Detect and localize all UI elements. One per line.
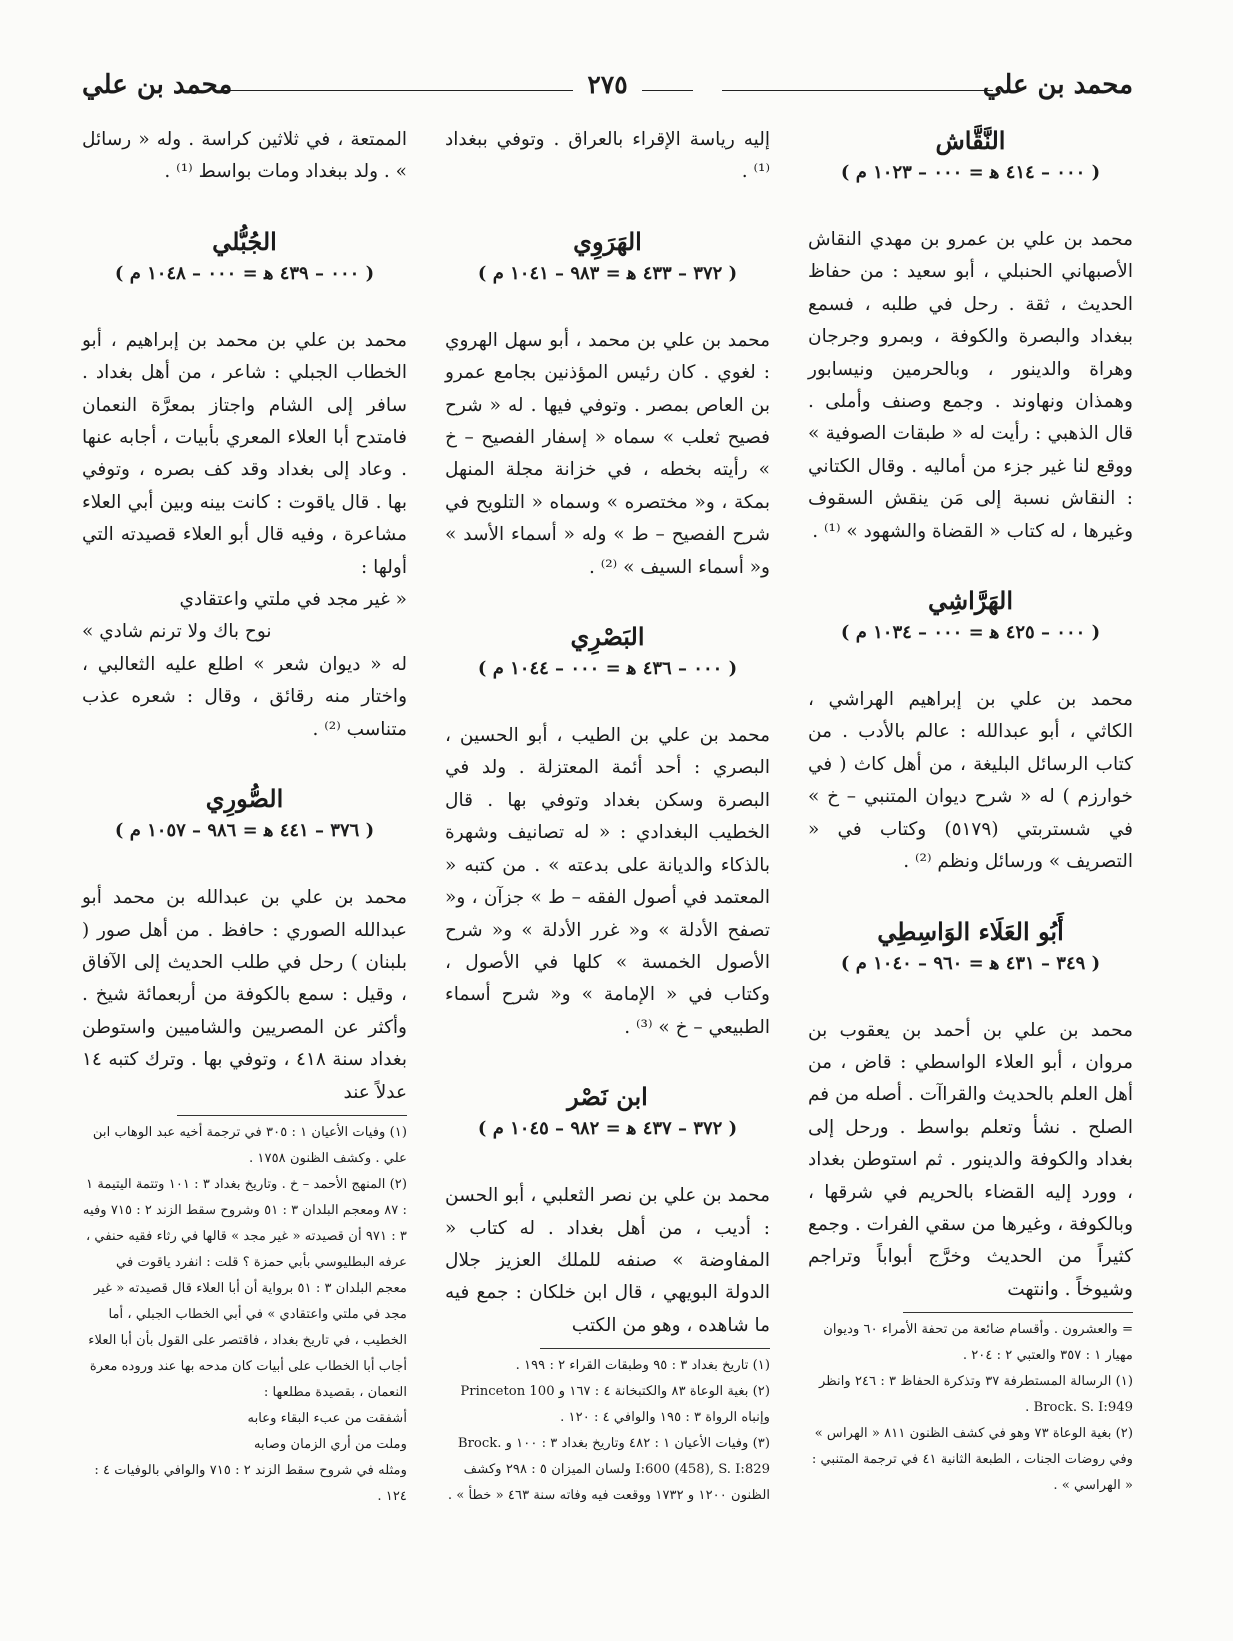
entry-text: الممتعة ، في ثلاثين كراسة . وله « رسائل » . ولد ببغداد ومات بواسط ⁽¹⁾ . xyxy=(82,129,407,183)
entry-text: محمد بن علي بن محمد ، أبو سهل الهروي : لغوي . كان رئيس المؤذنين بجامع عمرو بن العاص بمصر . وتوفي فيها . له « شرح فصيح ثعلب » سماه « إسفار الفصيح – خ » رأيته بخطه ، في خزانة مجلة المنهل بمكة ، و« مختصره » وسماه « التلويح في شرح الفصيح – ط » وله « أسماء الأسد » و« أسماء السيف » ⁽²⁾ . xyxy=(445,329,770,578)
footnote-rule xyxy=(177,1115,407,1116)
entry-dates: ( ٣٧٢ – ٤٣٧ ﻫ = ٩٨٢ – ١٠٤٥ م ) xyxy=(477,1118,738,1140)
entry-heading xyxy=(808,584,1133,648)
entry-name: الصُّورِي xyxy=(205,784,284,814)
column-body xyxy=(808,124,1133,1306)
entry-heading xyxy=(82,225,407,289)
column-right xyxy=(808,124,1133,1499)
entry-name: ابن نَصْر xyxy=(567,1082,648,1112)
entry-text: محمد بن علي بن إبراهيم الهراشي ، الكاثي ، أبو عبدالله : عالم بالأدب . من كتاب الرسائل البليغة ، من أهل كاث ( في خوارزم ) له « شرح ديوان المتنبي – خ » في شستربتي (٥١٧٩) وكتاب في « التصريف » ورسائل ونظم ⁽²⁾ . xyxy=(808,689,1133,873)
column-body xyxy=(82,124,407,1109)
footnote: (١) تاريخ بغداد ٣ : ٩٥ وطبقات القراء ٢ : ١٩٩ . xyxy=(515,1358,770,1374)
footnote-rule xyxy=(903,1312,1133,1313)
verse-hemistich-first: « غير مجد في ملتي واعتقادي xyxy=(179,589,407,611)
entry-name: الجُبُّلي xyxy=(212,226,277,256)
entry-dates: ( ٠٠٠ – ٤١٤ ﻫ = ٠٠٠ – ١٠٢٣ م ) xyxy=(840,162,1101,183)
running-header xyxy=(82,70,1133,110)
footnotes xyxy=(82,1120,407,1510)
entry-name: الهَرَّاشِي xyxy=(927,586,1014,616)
footnote: = والعشرون . وأقسام ضائعة من تحفة الأمراء ٦٠ وديوان مهيار ١ : ٣٥٧ والعتبي ٢ : ٢٠٤ . xyxy=(823,1322,1133,1364)
verse-hemistich-second: نوح باك ولا ترنم شادي » xyxy=(82,621,272,643)
footnote-rule xyxy=(540,1348,770,1349)
entry-text: محمد بن علي بن نصر الثعلبي ، أبو الحسن : أديب ، من أهل بغداد . له كتاب « المفاوضة » صنفه للملك العزيز جلال الدولة البويهي ، قال ابن خلكان : جمع فيه ما شاهده ، وهو من الكتب xyxy=(445,1185,770,1336)
entry-name: الهَرَوِي xyxy=(573,226,642,256)
footnote: ومثله في شروح سقط الزند ٢ : ٧١٥ والوافي بالوفيات ٤ : ١٢٤ . xyxy=(94,1462,407,1504)
footnote: (٢) بغية الوعاة ٧٣ وهو في كشف الظنون ٨١١ « الهراس » وفي روضات الجنات ، الطبعة الثانية ٤١ في ترجمة المتنبي : « الهراسي » . xyxy=(811,1426,1133,1494)
footnote: وملت من أري الزمان وصابه xyxy=(253,1436,407,1452)
page-number xyxy=(82,70,1133,99)
entry-heading xyxy=(808,124,1133,188)
entry-heading xyxy=(82,782,407,846)
entry-dates: ( ٠٠٠ – ٤٣٩ ﻫ = ٠٠٠ – ١٠٤٨ م ) xyxy=(114,262,375,284)
entry-text: محمد بن علي بن عمرو بن مهدي النقاش الأصبهاني الحنبلي ، أبو سعيد : من حفاظ الحديث ، ثقة . رحل في طلبه ، فسمع ببغداد والبصرة والكوفة ، وبمرو وجرجان وهراة والدينور ، وبالحرمين ونيسابور وهمذان ونهاوند . وجمع وصنف وأملى . قال الذهبي : رأيت له « طبقات الصوفية » ووقع لنا غير جزء من أماليه . وقال الكتاني : النقاش نسبة إلى مَن ينقش السقوف وغيرها ، له كتاب « القضاة والشهود » ⁽¹⁾ . xyxy=(808,229,1133,542)
footnote: (١) الرسالة المستطرفة ٣٧ وتذكرة الحفاظ ٣ : ٢٤٦ وانظر Brock. S. I:949 . xyxy=(818,1374,1133,1416)
poem-verse xyxy=(82,584,407,649)
column-middle xyxy=(445,124,770,1509)
header-title-right: محمد بن علي xyxy=(982,70,1133,100)
footnote: (٢) المنهج الأحمد – خ . وتاريخ بغداد ٣ : ١٠١ وتتمة اليتيمة ١ : ٨٧ ومعجم البلدان ٣ : ٥١ وشروح سقط الزند ٢ : ٧١٥ وفيه ٣ : ٩٧١ أن قصيدته « غير مجد » قالها في رثاء فقيه حنفي ، عرفه البطليوسي بأبي حمزة ؟ قلت : انفرد ياقوت في معجم البلدان ٣ : ٥١ برواية أن أبا العلاء قال قصيدته « غير مجد في ملتي واعتقادي » في أبي الخطاب الجبلي ، أما الخطيب ، في تاريخ بغداد ، فاقتصر على القول بأن أبا العلاء أجاب أبا الخطاب على أبيات كان مدحه بها عند وروده معرة النعمان ، بقصيدة مطلعها : xyxy=(82,1176,407,1400)
entry-heading xyxy=(445,225,770,289)
entry-dates: ( ٣٤٩ – ٤٣١ ﻫ = ٩٦٠ – ١٠٤٠ م ) xyxy=(840,952,1101,974)
entry-text: محمد بن علي بن عبدالله بن محمد أبو عبدالله الصوري : حافظ . من أهل صور ( بلبنان ) رحل في طلب الحديث إلى الآفاق ، وقيل : سمع بالكوفة من أربعمائة شيخ . وأكثر عن المصريين والشاميين واستوطن بغداد سنة ٤١٨ ، وتوفي بها . وترك كتبه ١٤ عدلاً عند xyxy=(82,887,407,1103)
footnote: (١) وفيات الأعيان ١ : ٣٠٥ في ترجمة أخيه عبد الوهاب ابن علي . وكشف الظنون ١٧٥٨ . xyxy=(92,1124,407,1166)
entry-dates: ( ٣٧٦ – ٤٤١ ﻫ = ٩٨٦ – ١٠٥٧ م ) xyxy=(114,820,375,842)
entry-text: له « ديوان شعر » اطلع عليه الثعالبي ، واختار منه رقائق ، وقال : شعره عذب متناسب ⁽²⁾ . xyxy=(82,653,407,740)
footnote: أشفقت من عبء البقاء وعابه xyxy=(247,1410,407,1426)
entry-name: أَبُو العَلَاء الوَاسِطِي xyxy=(877,916,1064,946)
entry-dates: ( ٠٠٠ – ٤٢٥ ﻫ = ٠٠٠ – ١٠٣٤ م ) xyxy=(840,622,1101,644)
entry-name: البَصْرِي xyxy=(570,622,645,652)
entry-heading xyxy=(445,620,770,684)
entry-text: محمد بن علي بن أحمد بن يعقوب بن مروان ، أبو العلاء الواسطي : قاض ، من أهل العلم بالحديث والقراآت . أصله من فم الصلح . نشأ وتعلم بواسط . ورحل إلى بغداد والكوفة والدينور . ثم استوطن بغداد ، وورد إليه القضاء بالحريم في شرقها ، وبالكوفة ، وغيرها من سقي الفرات . وجمع كثيراً من الحديث وخرَّج أبواباً وتراجم وشيوخاً . وانتهت xyxy=(808,1019,1133,1300)
page-number-text: ٢٧٥ xyxy=(573,70,641,99)
entry-text: محمد بن علي بن الطيب ، أبو الحسين ، البصري : أحد أئمة المعتزلة . ولد في البصرة وسكن بغداد وتوفي بها . قال الخطيب البغدادي : « له تصانيف وشهرة بالذكاء والديانة على بدعته » . من كتبه « المعتمد في أصول الفقه – ط » جزآن ، و« تصفح الأدلة » و« غرر الأدلة » و« شرح الأصول الخمسة » كلها في الأصول ، وكتاب في « الإمامة » و« شرح أسماء الطبيعي – خ » ⁽³⁾ . xyxy=(445,725,770,1038)
entry-dates: ( ٠٠٠ – ٤٣٦ ﻫ = ٠٠٠ – ١٠٤٤ م ) xyxy=(477,658,738,680)
footnotes xyxy=(808,1317,1133,1499)
entry-text: محمد بن علي بن محمد بن إبراهيم ، أبو الخطاب الجبلي : شاعر ، من أهل بغداد . سافر إلى الشام واجتاز بمعرَّة النعمان فامتدح أبا العلاء المعري بأبيات ، أجابه عنها . وعاد إلى بغداد وقد كف بصره ، وتوفي بها . قال ياقوت : كانت بينه وبين أبي العلاء مشاعرة ، وفيه قال أبو العلاء قصيدته التي أولها : xyxy=(82,329,407,578)
column-body xyxy=(445,124,770,1342)
entry-name: النَّقَّاش xyxy=(935,126,1006,155)
header-title-left: محمد بن علي xyxy=(82,70,233,100)
entry-dates: ( ٣٧٢ – ٤٣٣ ﻫ = ٩٨٣ – ١٠٤١ م ) xyxy=(477,262,738,284)
footnote: (٢) بغية الوعاة ٨٣ والكتبخانة ٤ : ١٦٧ و Princeton 100 وإنباه الرواة ٣ : ١٩٥ والوافي ٤ : ١٢٠ . xyxy=(460,1384,770,1426)
entry-text: إليه رياسة الإقراء بالعراق . وتوفي ببغداد ⁽¹⁾ . xyxy=(445,129,770,183)
entry-heading xyxy=(445,1080,770,1144)
footnotes xyxy=(445,1353,770,1509)
footnote: (٣) وفيات الأعيان ١ : ٤٨٢ وتاريخ بغداد ٣ : ١٠٠ و Brock. I:600 (458), S. I:829 ولسان الميزان ٥ : ٢٩٨ وكشف الظنون ١٢٠٠ و ١٧٣٢ ووقعت فيه وفاته سنة ٤٦٣ « خطأ » . xyxy=(447,1436,770,1504)
entry-heading xyxy=(808,915,1133,979)
column-left xyxy=(82,124,407,1510)
